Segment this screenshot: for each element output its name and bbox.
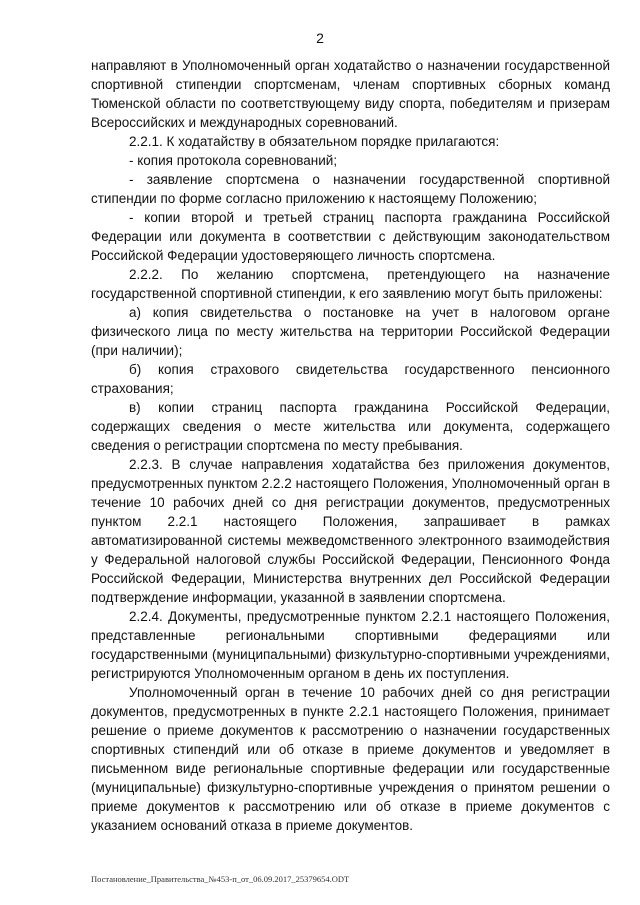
document-footer: Постановление_Правительства_№453-п_от_06.09.2017_25379654.ODT xyxy=(91,874,350,884)
list-item-v: в) копии страниц паспорта гражданина Российской Федерации, содержащих сведения о месте жительства или документа, содержащего сведения о регистрации спортсмена по месту пребывания. xyxy=(91,400,610,453)
paragraph-2-2-2: 2.2.2. По желанию спортсмена, претендующего на назначение государственной спортивной стипендии, к его заявлению могут быть приложены: xyxy=(91,267,610,301)
list-item-b: б) копия страхового свидетельства государственного пенсионного страхования; xyxy=(91,362,610,396)
paragraph-continuation: направляют в Уполномоченный орган ходатайство о назначении государственной спортивной стипендии спортсменам, членам спортивных сборных команд Тюменской области по соответствующему виду спорта, победителям и призерам Всероссийских и международных соревнований. xyxy=(91,58,610,130)
list-item-application: - заявление спортсмена о назначении государственной спортивной стипендии по форме согласно приложению к настоящему Положению; xyxy=(91,172,610,206)
paragraph-2-2-1: 2.2.1. К ходатайству в обязательном порядке прилагаются: xyxy=(129,134,500,149)
list-item-protocol-copy: - копия протокола соревнований; xyxy=(129,153,338,168)
list-item-a: а) копия свидетельства о постановке на учет в налоговом органе физического лица по месту жительства на территории Российской Федерации (при наличии); xyxy=(91,305,610,358)
page-number: 2 xyxy=(316,30,324,46)
list-item-passport-copy: - копии второй и третьей страниц паспорта гражданина Российской Федерации или документа в соответствии с действующим законодательством Российской Федерации удостоверяющего личность спортсмена. xyxy=(91,210,610,263)
paragraph-decision: Уполномоченный орган в течение 10 рабочих дней со дня регистрации документов, предусмотренных в пункте 2.2.1 настоящего Положения, принимает решение о приеме документов к рассмотрению о назначении государственных спортивных стипендий или об отказе в приеме документов и уведомляет в письменном виде региональные спортивные федерации или государственные (муниципальные) физкультурно-спортивные учреждения о принятом решении о приеме документов к рассмотрению или об отказе в приеме документов с указанием оснований отказа в приеме документов. xyxy=(91,685,610,833)
paragraph-2-2-4: 2.2.4. Документы, предусмотренные пунктом 2.2.1 настоящего Положения, представленные региональными спортивными федерациями или государственными (муниципальными) физкультурно-спортивными учреждениями, регистрируются Уполномоченным органом в день их поступления. xyxy=(91,609,610,681)
document-body xyxy=(91,56,610,835)
paragraph-2-2-3: 2.2.3. В случае направления ходатайства без приложения документов, предусмотренных пунктом 2.2.2 настоящего Положения, Уполномоченный орган в течение 10 рабочих дней со дня регистрации документов, предусмотренных пунктом 2.2.1 настоящего Положения, запрашивает в рамках автоматизированной системы межведомственного электронного взаимодействия у Федеральной налоговой службы Российской Федерации, Пенсионного Фонда Российской Федерации, Министерства внутренних дел Российской Федерации подтверждение информации, указанной в заявлении спортсмена. xyxy=(91,457,610,605)
